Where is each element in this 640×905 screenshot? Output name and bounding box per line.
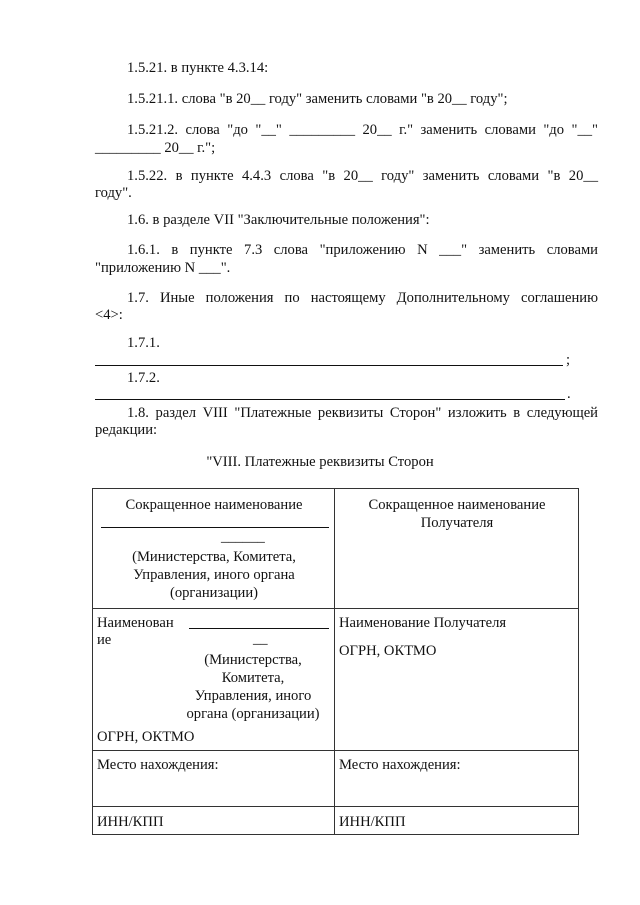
- clause-1-7-1: 1.7.1.: [127, 335, 160, 351]
- line-end-semicolon: ;: [566, 352, 571, 368]
- clause-1-7-line1: 1.7. Иные положения по настоящему Дополнительному соглашению: [127, 290, 598, 306]
- clause-1-7-2-blank: [95, 384, 598, 404]
- clause-1-7-line2: <4>:: [95, 307, 123, 323]
- org-note-line: (организации): [169, 585, 259, 601]
- recipient-short-name-label: Сокращенное наименование: [368, 497, 546, 513]
- org-note-line: (Министерства, Комитета,: [132, 549, 296, 565]
- recipient-short-name-label: Получателя: [420, 515, 494, 531]
- table-cell-right: [335, 807, 579, 835]
- ogrn-oktmo-label: ОГРН, ОКТМО: [97, 729, 195, 745]
- table-row: [93, 751, 579, 807]
- org-note-line: Управления, иного: [194, 688, 312, 704]
- table-row: [93, 807, 579, 835]
- clause-1-6-1-line1: 1.6.1. в пункте 7.3 слова "приложению N ___" заменить словами: [127, 242, 598, 258]
- table-row: [93, 609, 579, 751]
- clause-1-7-1-blank: [95, 350, 598, 370]
- name-label: Наименован: [97, 615, 174, 631]
- line-end-period: .: [567, 386, 571, 402]
- org-note-line: Комитета,: [221, 670, 285, 686]
- name-label: ие: [97, 632, 112, 648]
- clause-1-5-21-2-line2: _________ 20__ г.";: [95, 140, 216, 156]
- clause-1-6: 1.6. в разделе VII "Заключительные положения":: [127, 212, 430, 228]
- inn-kpp-label: ИНН/КПП: [97, 814, 164, 830]
- clause-1-5-21: 1.5.21. в пункте 4.3.14:: [127, 60, 269, 76]
- org-note-line: (Министерства,: [204, 652, 302, 668]
- table-cell-right: [335, 489, 579, 609]
- inn-kpp-label: ИНН/КПП: [339, 814, 406, 830]
- location-label: Место нахождения:: [339, 757, 461, 773]
- section-heading: "VIII. Платежные реквизиты Сторон: [206, 454, 434, 470]
- table-cell-left: [93, 751, 335, 807]
- table-cell-right: [335, 751, 579, 807]
- dash-line: __: [253, 631, 268, 647]
- dash-line: ______: [221, 529, 265, 545]
- recipient-name-label: Наименование Получателя: [339, 615, 507, 631]
- table-cell-right: [335, 609, 579, 751]
- clause-1-8-line1: 1.8. раздел VIII "Платежные реквизиты Сторон" изложить в следующей: [127, 405, 598, 421]
- blank-line: [95, 399, 565, 400]
- short-name-label: Сокращенное наименование: [125, 497, 303, 513]
- blank-line: [95, 365, 563, 366]
- table-cell-left: [93, 489, 335, 609]
- org-note-line: органа (организации): [186, 706, 320, 722]
- table-row: [93, 489, 579, 609]
- clause-1-5-21-2-line1: 1.5.21.2. слова "до "__" _________ 20__ г." заменить словами "до "__": [127, 122, 598, 138]
- clause-1-7-2: 1.7.2.: [127, 370, 160, 386]
- clause-1-5-22-line1: 1.5.22. в пункте 4.4.3 слова "в 20__ году" заменить словами "в 20__: [127, 168, 598, 184]
- clause-1-6-1-line2: "приложению N ___".: [95, 260, 231, 276]
- table-cell-left: [93, 807, 335, 835]
- clause-1-5-22-line2: году".: [95, 185, 132, 201]
- location-label: Место нахождения:: [97, 757, 219, 773]
- table-cell-left: [93, 609, 335, 751]
- clause-1-5-21-1: 1.5.21.1. слова "в 20__ году" заменить словами "в 20__ году";: [127, 91, 508, 107]
- org-note-line: Управления, иного органа: [133, 567, 295, 583]
- blank-line: [101, 527, 329, 528]
- ogrn-oktmo-label: ОГРН, ОКТМО: [339, 643, 437, 659]
- payment-details-table: [92, 488, 579, 835]
- clause-1-8-line2: редакции:: [95, 422, 158, 438]
